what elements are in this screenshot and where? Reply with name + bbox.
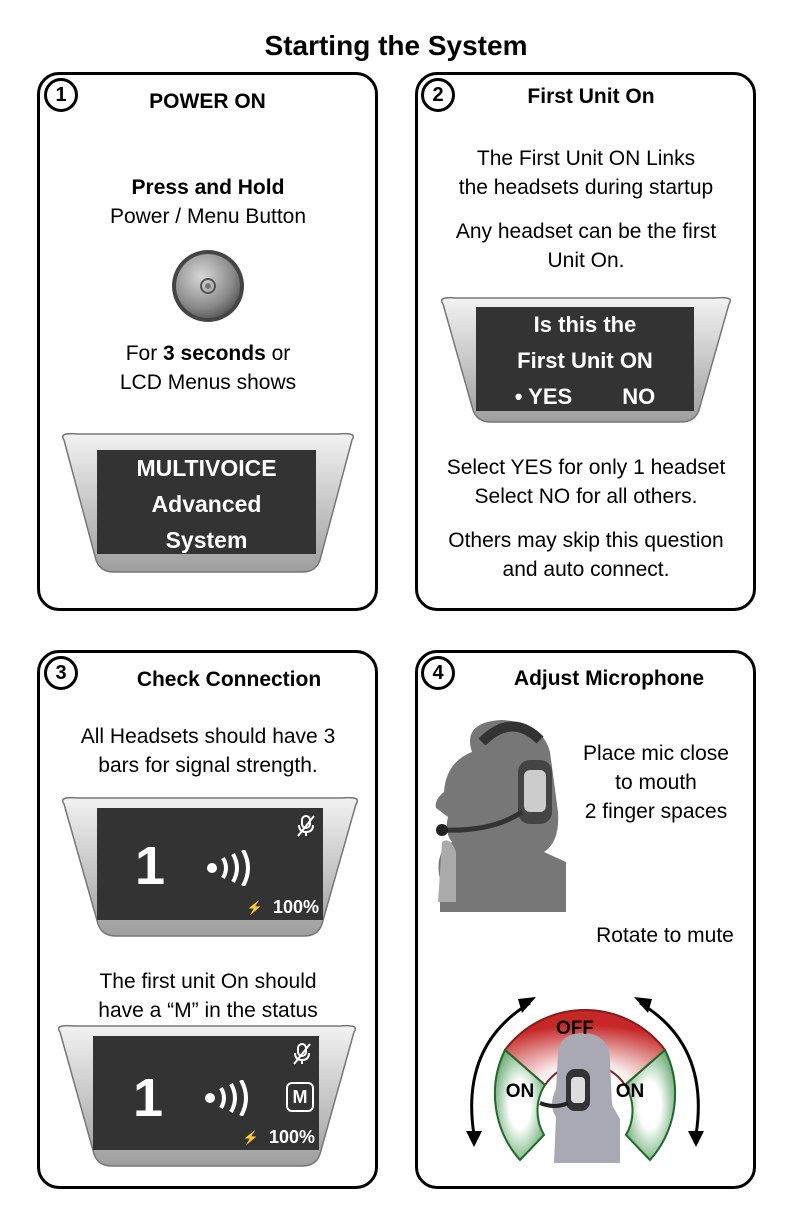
rotate-to-mute-text: Rotate to mute	[596, 924, 734, 947]
lcd-option-yes[interactable]: • YES	[514, 384, 573, 409]
lcd-line: Advanced	[151, 491, 262, 517]
panel-title-first-unit-on: First Unit On	[527, 85, 655, 108]
channel-number: 1	[133, 1068, 164, 1128]
desc-line: Select YES for only 1 headset	[446, 456, 726, 479]
desc-line: Unit On.	[547, 249, 625, 272]
lcd-screen-2	[476, 307, 694, 411]
desc-line: and auto connect.	[502, 558, 670, 581]
desc-line: the headsets during startup	[458, 176, 714, 199]
step-number-4: 4	[421, 656, 455, 690]
press-hold-bold: Press and Hold	[131, 176, 285, 199]
panel-title-power-on: POWER ON	[149, 90, 266, 113]
page-title: Starting the System	[264, 30, 528, 61]
desc-line: to mouth	[615, 771, 697, 794]
lcd-option-no[interactable]: NO	[622, 384, 656, 409]
desc-line: Others may skip this question	[448, 529, 724, 552]
channel-number: 1	[135, 836, 166, 896]
all-headsets-text	[45, 722, 371, 780]
dial-on-right-label: ON	[615, 1081, 645, 1102]
place-mic-text	[560, 739, 752, 826]
master-status-badge: M	[286, 1082, 314, 1112]
any-headset-text	[420, 217, 752, 275]
lcd-line: MULTIVOICE	[136, 455, 277, 481]
first-unit-links-text	[420, 144, 752, 202]
press-hold-text	[60, 173, 356, 231]
lcd-menus-shows-text: LCD Menus shows	[119, 371, 297, 394]
signal-strength-icon	[205, 850, 257, 886]
panel-title-check-connection: Check Connection	[136, 668, 322, 691]
battery-level: 100%	[272, 897, 319, 917]
step-number-1: 1	[44, 78, 78, 112]
desc-line: Select NO for all others.	[474, 485, 698, 508]
panel-title-adjust-microphone: Adjust Microphone	[513, 667, 705, 690]
signal-strength-icon	[203, 1080, 255, 1116]
power-menu-button-text: Power / Menu Button	[109, 205, 307, 228]
duration-text	[60, 339, 356, 397]
desc-line: Any headset can be the first	[455, 220, 717, 243]
lcd-yes-no-row	[476, 379, 694, 415]
desc-line: The First Unit ON Links	[476, 147, 696, 170]
desc-line: Place mic close	[583, 742, 729, 765]
headset-wearer-image	[432, 712, 572, 912]
battery-level: 100%	[268, 1127, 315, 1147]
lcd-screen-3	[97, 808, 323, 920]
desc-line: bars for signal strength.	[98, 754, 318, 777]
desc-line: 2 finger spaces	[584, 800, 728, 823]
mute-mic-icon	[291, 1042, 313, 1066]
battery-icon: ⚡	[246, 900, 263, 915]
duration-bold: 3 seconds	[163, 342, 266, 365]
lcd-line: Is this the	[533, 312, 637, 337]
duration-suffix: or	[265, 342, 291, 365]
dial-off-label: OFF	[556, 1018, 594, 1039]
desc-line: All Headsets should have 3	[80, 725, 336, 748]
step-number-3: 3	[44, 656, 78, 690]
battery-icon: ⚡	[242, 1130, 259, 1145]
lcd-line: First Unit ON	[517, 348, 653, 373]
mute-dial-diagram	[460, 985, 710, 1175]
desc-line: The first unit On should	[99, 970, 317, 993]
dial-on-left-label: ON	[505, 1081, 535, 1102]
desc-line: have a “M” in the status	[98, 999, 318, 1022]
mute-mic-icon	[295, 814, 317, 838]
lcd-screen-4	[93, 1036, 319, 1150]
others-skip-text	[420, 526, 752, 584]
first-unit-m-text	[45, 967, 371, 1025]
power-button-icon[interactable]	[170, 248, 246, 324]
step-number-2: 2	[421, 78, 455, 112]
lcd-line: System	[165, 527, 248, 553]
duration-prefix: For	[125, 342, 164, 365]
lcd-screen-1	[97, 450, 316, 554]
select-yes-text	[420, 453, 752, 511]
